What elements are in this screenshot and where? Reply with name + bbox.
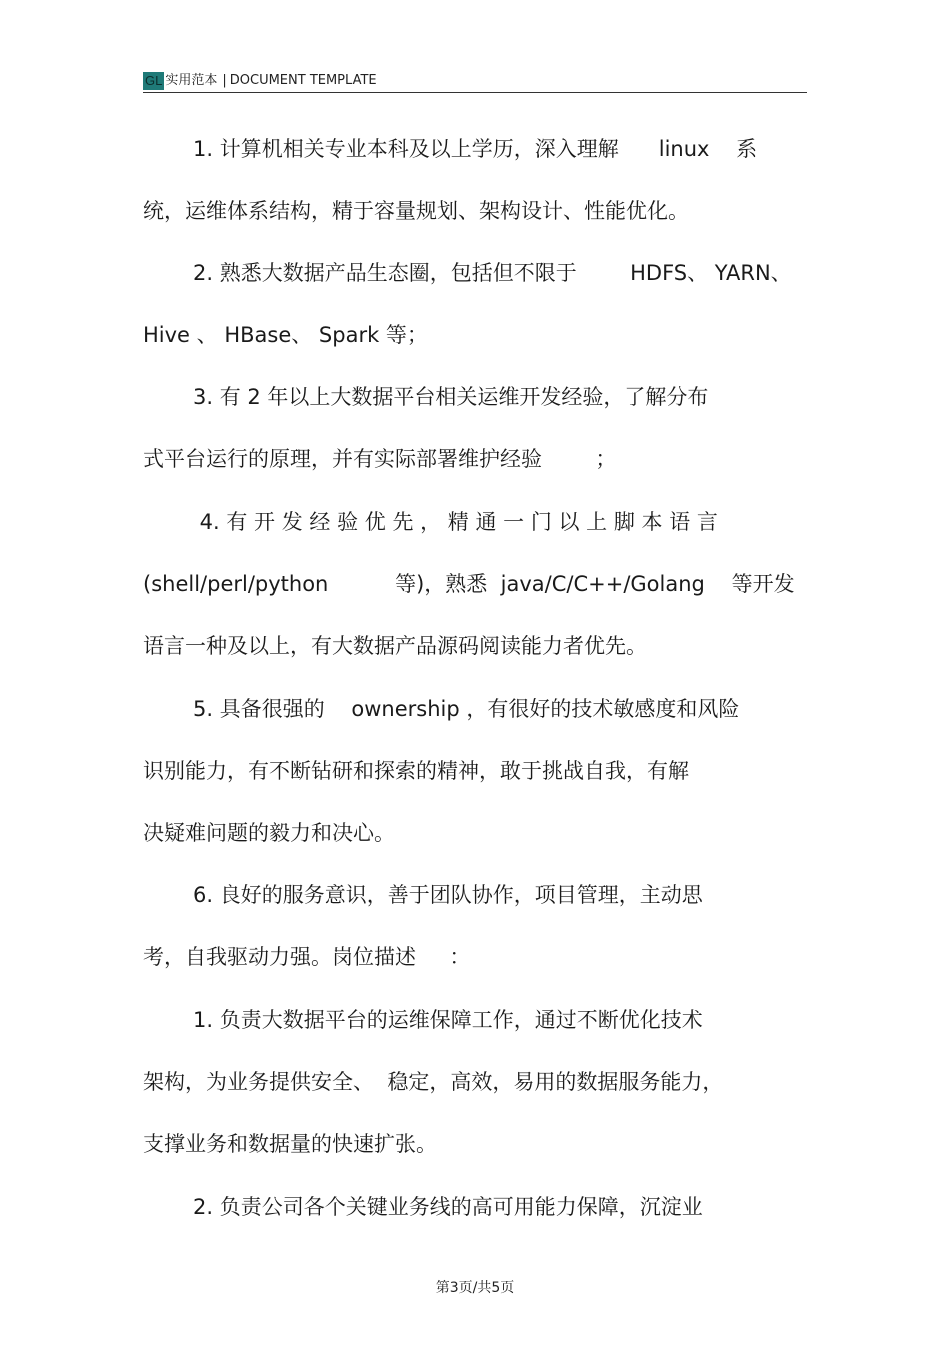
text-line: 4. 有 开 发 经 验 优 先 ， 精 通 一 门 以 上 脚 本 语 言 xyxy=(193,510,718,534)
text-line: 1. 负责大数据平台的运维保障工作，通过不断优化技术 xyxy=(193,1008,703,1032)
text-line: 统，运维体系结构，精于容量规划、架构设计、性能优化。 xyxy=(143,199,689,223)
header-title: 实用范本 xyxy=(165,73,218,88)
text-line: 识别能力，有不断钻研和探索的精神，敢于挑战自我，有解 xyxy=(143,759,689,783)
text-line: 决疑难问题的毅力和决心。 xyxy=(143,821,395,845)
text-line: 架构，为业务提供安全、 稳定，高效，易用的数据服务能力， xyxy=(143,1070,724,1094)
text-line: 2. 负责公司各个关键业务线的高可用能力保障，沉淀业 xyxy=(193,1195,703,1219)
text-line: 考，自我驱动力强。岗位描述 ： xyxy=(143,945,471,969)
text-line: 5. 具备很强的 ownership ，有很好的技术敏感度和风险 xyxy=(193,697,740,721)
text-line: Hive 、 HBase、 Spark 等； xyxy=(143,323,428,347)
text-line: 6. 良好的服务意识，善于团队协作，项目管理，主动思 xyxy=(193,883,703,907)
text-line: 1. 计算机相关专业本科及以上学历，深入理解 linux 系 xyxy=(193,137,758,161)
text-line: 2. 熟悉大数据产品生态圈，包括但不限于 HDFS、 YARN、 xyxy=(193,261,792,285)
header-subtitle: DOCUMENT TEMPLATE xyxy=(229,73,377,88)
logo: GL xyxy=(145,73,163,88)
text-line: 语言一种及以上，有大数据产品源码阅读能力者优先。 xyxy=(143,634,647,658)
text-line: (shell/perl/python 等)，熟悉 java/C/C++/Golang 等开发 xyxy=(143,572,795,596)
page-footer: 第3页/共5页 xyxy=(435,1280,515,1296)
text-line: 支撑业务和数据量的快速扩张。 xyxy=(143,1132,437,1156)
text-line: 式平台运行的原理，并有实际部署维护经验 ； xyxy=(143,447,617,471)
text-line: 3. 有 2 年以上大数据平台相关运维开发经验，了解分布 xyxy=(193,385,709,409)
page-header xyxy=(143,70,807,93)
header-separator: | xyxy=(222,73,227,88)
